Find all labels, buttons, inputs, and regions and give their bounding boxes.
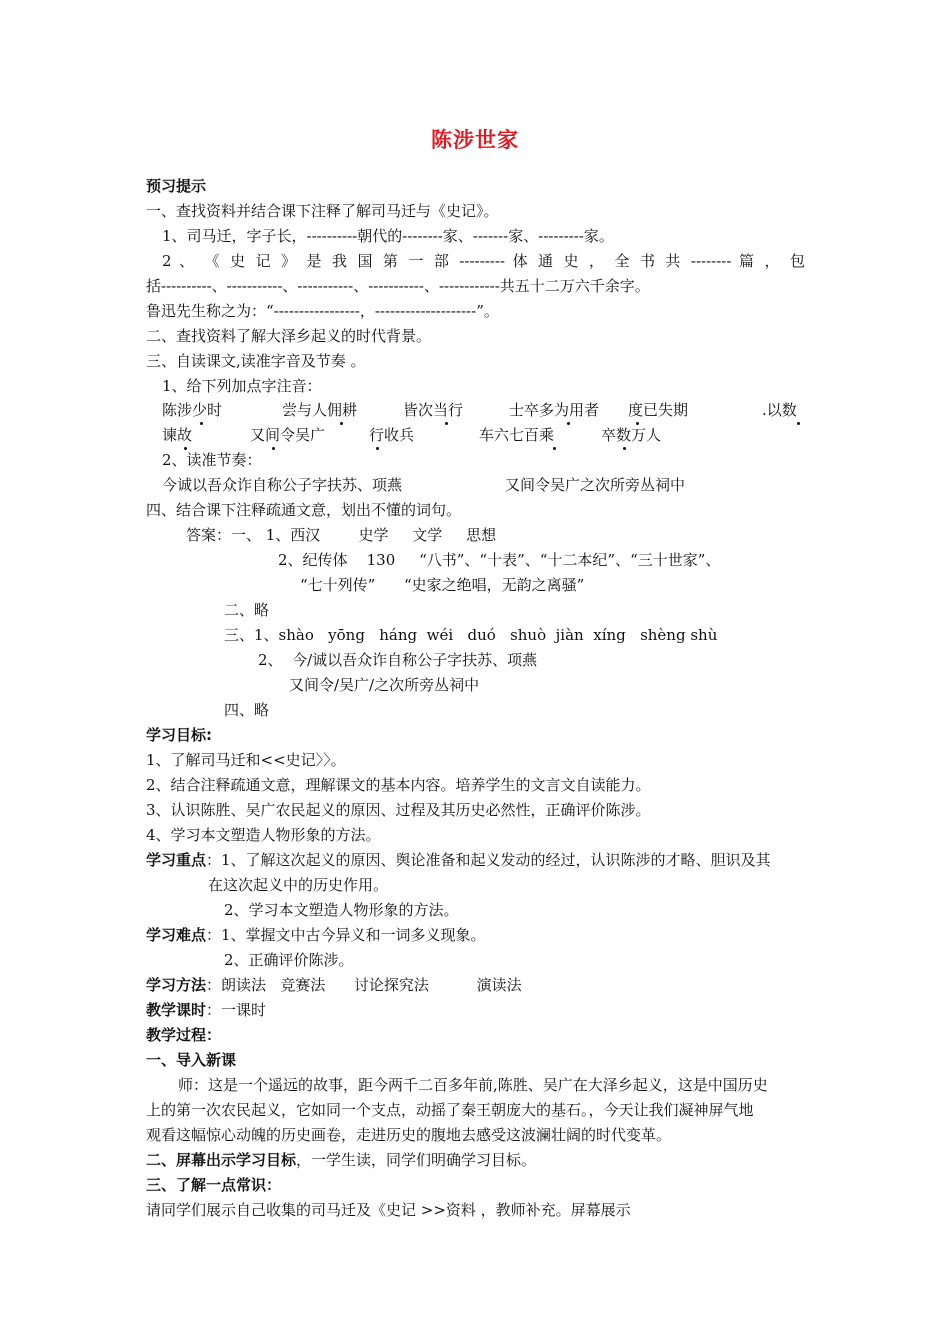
- preview-heading: 预习提示: [146, 177, 207, 195]
- preview-q1-2a: 2 、 《 史 记 》 是 我 国 第 一 部 --------- 体 通 史 ， 全 书 共 -------- 篇 ， 包: [162, 252, 805, 270]
- pinyin-word: 士卒多为用者: [509, 401, 600, 419]
- pinyin-item: [479, 425, 554, 445]
- pinyin-item: [282, 400, 357, 420]
- hours-label: 教学课时: [146, 1001, 207, 1019]
- pinyin-item: [403, 400, 463, 420]
- goal-item: 3、认识陈胜、吴广农民起义的原因、过程及其历史必然性，正确评价陈涉。: [146, 801, 651, 819]
- pinyin-word: 谏故: [162, 426, 193, 444]
- pinyin-item: [369, 425, 414, 445]
- difficulties-line-2: 2、正确评价陈涉。: [224, 951, 354, 969]
- preview-q1-1: 1、司马迁，字子长，----------朝代的--------家、-------家、---------家。: [162, 227, 614, 245]
- answer-line-6: 2、 今/诚以吾众诈自称公子字扶苏、项燕: [258, 651, 538, 669]
- preview-q1-2c: 鲁迅先生称之为：“-----------------，--------------------”。: [146, 302, 499, 320]
- answer-line-7: 又间令/吴广/之次所旁丛祠中: [289, 676, 480, 694]
- step-3-colon: ：: [266, 1176, 282, 1194]
- pinyin-word: 又间令吴广: [250, 426, 326, 444]
- pinyin-word: 陈涉少时: [162, 401, 223, 419]
- methods-value: ：朗读法 竞赛法 讨论探究法 演读法: [206, 976, 522, 994]
- preview-q4: 四、结合课下注释疏通文意，划出不懂的词句。: [146, 501, 462, 519]
- pinyin-item: [509, 400, 599, 420]
- pinyin-word: 卒数万人: [601, 426, 662, 444]
- difficulties-line-1: [146, 925, 486, 945]
- hours-line: [146, 1000, 266, 1020]
- answer-line-3: “七十列传” “史家之绝唱，无韵之离骚”: [300, 576, 585, 594]
- preview-q1: 一、查找资料并结合课下注释了解司马迁与《史记》。: [146, 202, 499, 220]
- methods-line: [146, 975, 522, 995]
- process-heading: [146, 1025, 221, 1045]
- goal-item: 4、学习本文塑造人物形象的方法。: [146, 826, 381, 844]
- step-2-text: ，一学生读，同学们明确学习目标。: [296, 1151, 537, 1169]
- preview-q2: 二、查找资料了解大泽乡起义的时代背景。: [146, 327, 432, 345]
- preview-q3-1: 1、给下列加点字注音：: [162, 377, 322, 395]
- step-1-paragraph-line: 上的第一次农民起义，它如同一个支点，动摇了秦王朝庞大的基石。，今天让我们凝神屏气地: [146, 1101, 754, 1119]
- emphasis-dot: [797, 422, 800, 425]
- preview-q3-2: 2、读准节奏：: [162, 451, 262, 469]
- difficulties-label: 学习难点: [146, 926, 207, 944]
- emphasis-dot: [445, 422, 448, 425]
- emphasis-dot: [567, 422, 570, 425]
- emphasis-dot: [272, 447, 275, 450]
- emphasis-dot: [623, 447, 626, 450]
- emphasis-dot: [200, 422, 203, 425]
- rhythm-sentence-b: 又间令吴广之次所旁丛祠中: [505, 476, 686, 494]
- pinyin-word: 度已失期: [628, 401, 689, 419]
- pinyin-word: 车六七百乘: [479, 426, 555, 444]
- pinyin-word: 皆次当行: [403, 401, 464, 419]
- step-3-text: 请同学们展示自己收集的司马迁及《史记 >>资料 ，教师补充。屏幕展示: [146, 1201, 631, 1219]
- emphasis-dot: [553, 447, 556, 450]
- pinyin-item: [250, 425, 325, 445]
- difficulties-text: ：1、掌握文中古今异义和一词多义现象。: [206, 926, 486, 944]
- step-1-paragraph-line: 观看这幅惊心动魄的历史画卷，走进历史的腹地去感受这波澜壮阔的时代变革。: [146, 1126, 672, 1144]
- document-title: 陈涉世家: [431, 128, 519, 152]
- answer-line-4: 二、略: [224, 601, 270, 619]
- methods-label: 学习方法: [146, 976, 207, 994]
- goal-item: 1、了解司马迁和<<史记〉〉。: [146, 751, 346, 769]
- answer-line-5: 三、1、shào yōng háng wéi duó shuò jiàn xíng shèng shù: [224, 626, 718, 644]
- key-points-text: ：1、了解这次起义的原因、舆论准备和起义发动的经过，认识陈涉的才略、胆识及其: [206, 851, 771, 869]
- pinyin-item: [162, 425, 192, 445]
- step-1-paragraph-line: 师：这是一个遥远的故事，距今两千二百多年前,陈胜、吴广在大泽乡起义，这是中国历史: [178, 1076, 768, 1094]
- key-points-line-1: [146, 850, 771, 870]
- goals-heading: 学习目标:: [146, 726, 212, 744]
- pinyin-item: [628, 400, 688, 420]
- emphasis-dot: [376, 447, 379, 450]
- step-3-label: 三、了解一点常识: [146, 1176, 267, 1194]
- pinyin-item: [601, 425, 661, 445]
- answer-line-1: 答案：一、 1、西汉 史学 文学 思想: [186, 526, 497, 544]
- key-points-line-3: 2、学习本文塑造人物形象的方法。: [224, 901, 459, 919]
- answer-line-8: 四、略: [224, 701, 270, 719]
- pinyin-item: [762, 400, 797, 420]
- rhythm-sentence-a: 今诚以吾众诈自称公子字扶苏、项燕: [162, 476, 403, 494]
- preview-q1-2b: 括----------、-----------、-----------、-----------、------------共五十二万六千余字。: [146, 277, 650, 295]
- step-3-heading: [146, 1175, 281, 1195]
- emphasis-dot: [340, 422, 343, 425]
- step-1-heading: 一、导入新课: [146, 1051, 237, 1069]
- step-2-heading: 二、屏幕出示学习目标: [146, 1151, 297, 1169]
- key-points-line-2: 在这次起义中的历史作用。: [208, 876, 389, 894]
- process-label: 教学过程: [146, 1026, 207, 1044]
- hours-value: ：一课时: [206, 1001, 267, 1019]
- goal-item: 2、结合注释疏通文意，理解课文的基本内容。培养学生的文言文自读能力。: [146, 776, 651, 794]
- preview-q3: 三、自读课文,读准字音及节奏 。: [146, 352, 366, 370]
- process-colon: ：: [206, 1026, 222, 1044]
- pinyin-item: [162, 400, 222, 420]
- pinyin-word: 尝与人佣耕: [282, 401, 358, 419]
- answer-line-2: 2、纪传体 130 “八书”、“十表”、“十二本纪”、“三十世家”、: [278, 551, 721, 569]
- pinyin-word: 行收兵: [369, 426, 415, 444]
- key-points-label: 学习重点: [146, 851, 207, 869]
- step-2-line: [146, 1150, 536, 1170]
- pinyin-word: .以数: [762, 401, 797, 419]
